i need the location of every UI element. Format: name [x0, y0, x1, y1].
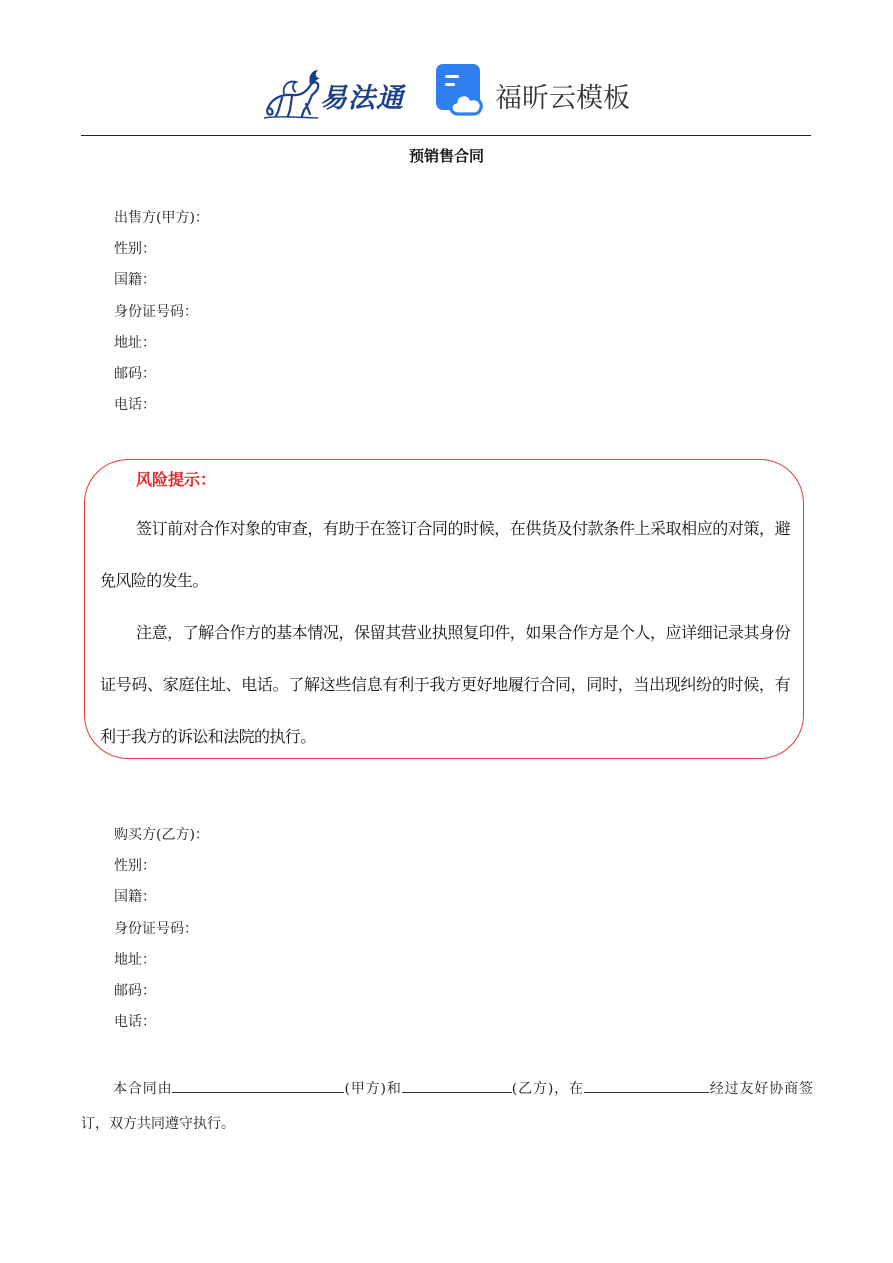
seller-address-line: 地址： [114, 334, 156, 351]
page-header [0, 58, 893, 122]
buyer-address-line: 地址： [114, 951, 156, 968]
seller-info-section [114, 203, 209, 421]
header-divider [81, 135, 811, 136]
yifatong-logo [262, 62, 422, 120]
agreement-text: 经过友好协商签订，双方共同遵守执行。 [81, 1081, 813, 1132]
buyer-info-section [114, 820, 209, 1038]
seller-party-line: 出售方(甲方)： [114, 210, 209, 226]
risk-notice-title: 风险提示： [136, 470, 217, 489]
risk-notice-paragraph: 注意，了解合作方的基本情况，保留其营业执照复印件，如果合作方是个人，应详细记录其身份证号码、家庭住址、电话。了解这些信息有利于我方更好地履行合同，同时，当出现纠纷的时候，有利于我方的诉讼和法院的执行。 [100, 623, 790, 746]
buyer-phone-line: 电话： [114, 1014, 156, 1031]
fuxin-logo [436, 64, 636, 120]
seller-gender-line: 性别： [114, 241, 156, 258]
buyer-name-blank[interactable] [402, 1074, 512, 1093]
seller-nationality-line: 国籍： [114, 272, 156, 289]
agreement-text: (乙方)，在 [511, 1081, 584, 1097]
seller-phone-line: 电话： [114, 397, 156, 414]
buyer-id-number-line: 身份证号码： [114, 920, 198, 937]
seller-name-blank[interactable] [172, 1074, 344, 1093]
buyer-party-line: 购买方(乙方)： [114, 827, 209, 843]
agreement-text: 本合同由 [113, 1081, 173, 1097]
buyer-gender-line: 性别： [114, 858, 156, 875]
buyer-nationality-line: 国籍： [114, 889, 156, 906]
qilin-mascot-icon [262, 64, 324, 120]
signing-place-blank[interactable] [584, 1074, 709, 1093]
seller-id-number-line: 身份证号码： [114, 303, 198, 320]
yifatong-brand-name: 易法通 [320, 83, 404, 114]
cloud-document-icon [436, 64, 488, 118]
seller-postcode-line: 邮码： [114, 365, 156, 382]
agreement-text: (甲方)和 [344, 1081, 402, 1097]
buyer-postcode-line: 邮码： [114, 982, 156, 999]
risk-notice-paragraph: 签订前对合作对象的审查，有助于在签订合同的时候，在供货及付款条件上采取相应的对策，避免风险的发生。 [100, 519, 790, 590]
fuxin-brand-name: 福昕云模板 [495, 83, 630, 114]
agreement-clause [81, 1072, 813, 1142]
document-title: 预销售合同 [408, 147, 484, 165]
